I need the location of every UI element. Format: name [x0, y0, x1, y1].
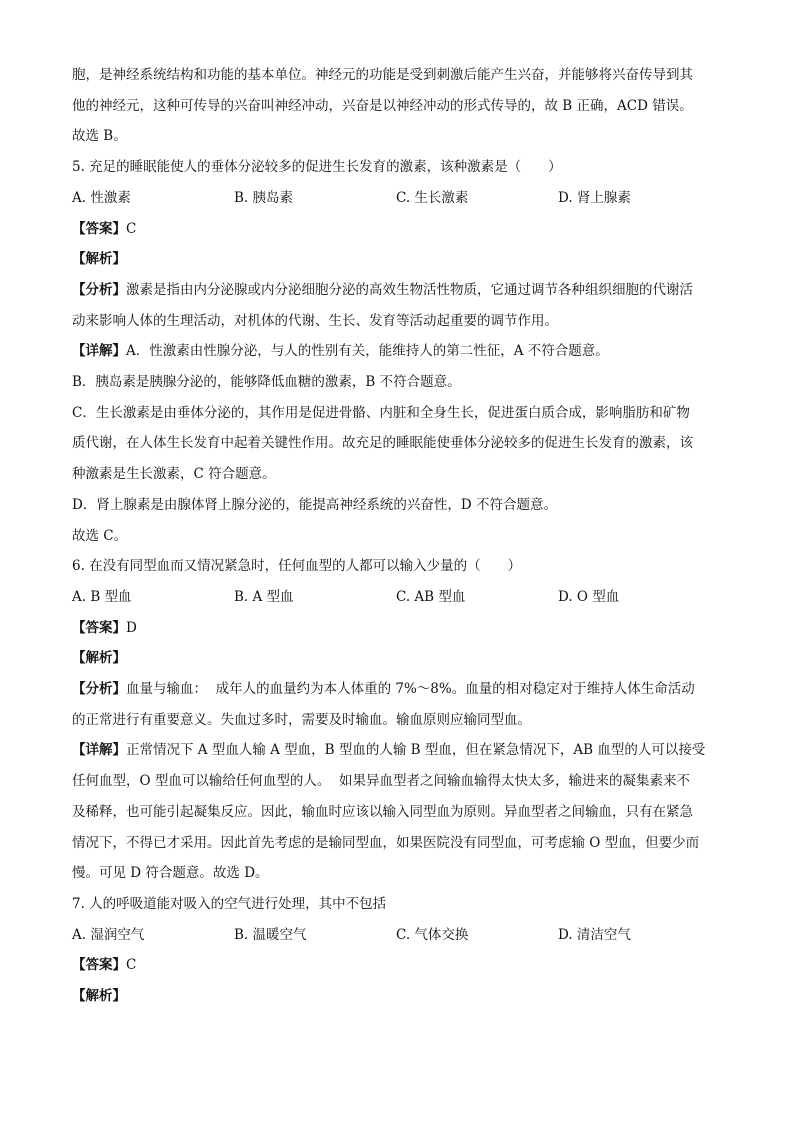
- q7-option-b: B. 温暖空气: [234, 926, 307, 943]
- q7-jiexi-heading: 【解析】: [72, 988, 126, 1005]
- q5-answer: [72, 214, 724, 245]
- q5-option-d: D. 肾上腺素: [558, 189, 631, 206]
- xiangjie-text: A．性激素由性腺分泌，与人的性别有关，能维持人的第二性征，A 不符合题意。: [126, 343, 609, 360]
- answer-value: D: [126, 619, 137, 636]
- xiangjie-tag: 【详解】: [72, 742, 126, 759]
- q6-xiangjie-line: 慢。可见 D 符合题意。故选 D。: [72, 865, 269, 882]
- answer-tag: 【答案】: [72, 220, 126, 237]
- q6-xiangjie-line: 情况下，不得已才采用。因此首先考虑的是输同型血，如果医院没有同型血，可考虑输 O 型血，但要少而: [72, 834, 700, 851]
- q5-option-b: B. 胰岛素: [234, 189, 294, 206]
- answer-value: C: [126, 957, 137, 974]
- q7-option-a: A. 湿润空气: [72, 926, 145, 943]
- q7-stem: 7. 人的呼吸道能对吸入的空气进行处理，其中不包括: [72, 895, 387, 912]
- xiangjie-text: 正常情况下 A 型血人输 A 型血，B 型血的人输 B 型血，但在紧急情况下，AB 血型的人可以接受: [126, 742, 706, 759]
- xiangjie-tag: 【详解】: [72, 343, 126, 360]
- q6-fenxi-line: 的正常进行有重要意义。失血过多时，需要及时输血。输血原则应输同型血。: [72, 711, 531, 728]
- fenxi-tag: 【分析】: [72, 681, 126, 698]
- q5-detail-line: 质代谢，在人体生长发育中起着关键性作用。故充足的睡眠能使垂体分泌较多的促进生长发育的激素，该: [72, 435, 693, 452]
- q6-option-b: B. A 型血: [234, 588, 294, 605]
- q5-xiangjie-line: [72, 336, 724, 367]
- fenxi-text: 激素是指由内分泌腺或内分泌细胞分泌的高效生物活性物质，它通过调节各种组织细胞的代谢活: [126, 281, 693, 298]
- q6-option-c: C. AB 型血: [396, 588, 466, 605]
- q6-options: [72, 582, 724, 613]
- q6-stem: 6. 在没有同型血而又情况紧急时，任何血型的人都可以输入少量的（ ）: [72, 558, 522, 575]
- intro-line: 他的神经元，这种可传导的兴奋叫神经冲动，兴奋是以神经冲动的形式传导的，故 B 正确，ACD 错误。: [72, 97, 693, 114]
- answer-value: C: [126, 220, 137, 237]
- q6-xiangjie-line: [72, 735, 724, 766]
- document-page: [72, 60, 724, 1012]
- q7-option-c: C. 气体交换: [396, 926, 469, 943]
- q5-fenxi-line: 动来影响人体的生理活动，对机体的代谢、生长、发育等活动起重要的调节作用。: [72, 312, 558, 329]
- q6-xiangjie-line: 任何血型，O 型血可以输给任何血型的人。 如果异血型者之间输血输得太快太多，输进来的凝集素来不: [72, 773, 690, 790]
- q5-detail-line: C．生长激素是由垂体分泌的，其作用是促进骨骼、内脏和全身生长，促进蛋白质合成，影响脂肪和矿物: [72, 404, 690, 421]
- q7-options: [72, 920, 724, 951]
- q6-fenxi-line: [72, 674, 724, 705]
- answer-tag: 【答案】: [72, 957, 126, 974]
- q5-detail-line: 种激素是生长激素，C 符合题意。: [72, 466, 276, 483]
- q7-option-d: D. 清洁空气: [558, 926, 631, 943]
- q5-option-c: C. 生长激素: [396, 189, 469, 206]
- q5-options: [72, 183, 724, 214]
- q5-stem: 5. 充足的睡眠能使人的垂体分泌较多的促进生长发育的激素，该种激素是（ ）: [72, 159, 562, 176]
- q7-answer: [72, 950, 724, 981]
- q5-detail-line: D．肾上腺素是由腺体肾上腺分泌的，能提高神经系统的兴奋性，D 不符合题意。: [72, 496, 557, 513]
- answer-tag: 【答案】: [72, 619, 126, 636]
- q6-jiexi-heading: 【解析】: [72, 650, 126, 667]
- intro-line: 胞，是神经系统结构和功能的基本单位。神经元的功能是受到刺激后能产生兴奋，并能够将兴奋传导到其: [72, 67, 693, 83]
- q5-detail-line: B．胰岛素是胰腺分泌的，能够降低血糖的激素，B 不符合题意。: [72, 374, 461, 391]
- fenxi-text: 血量与输血： 成年人的血量约为本人体重的 7%～8%。血量的相对稳定对于维持人体生命活动: [126, 681, 695, 698]
- q5-detail-line: 故选 C。: [72, 527, 128, 544]
- q5-option-a: A. 性激素: [72, 189, 131, 206]
- q6-xiangjie-line: 及稀释，也可能引起凝集反应。因此，输血时应该以输入同型血为原则。异血型者之间输血，只有在紧急: [72, 803, 693, 820]
- q5-fenxi-line: [72, 275, 724, 306]
- q6-option-d: D. O 型血: [558, 588, 620, 605]
- intro-line: 故选 B。: [72, 128, 127, 145]
- q5-jiexi-heading: 【解析】: [72, 251, 126, 268]
- q6-answer: [72, 613, 724, 644]
- q6-option-a: A. B 型血: [72, 588, 132, 605]
- fenxi-tag: 【分析】: [72, 281, 126, 298]
